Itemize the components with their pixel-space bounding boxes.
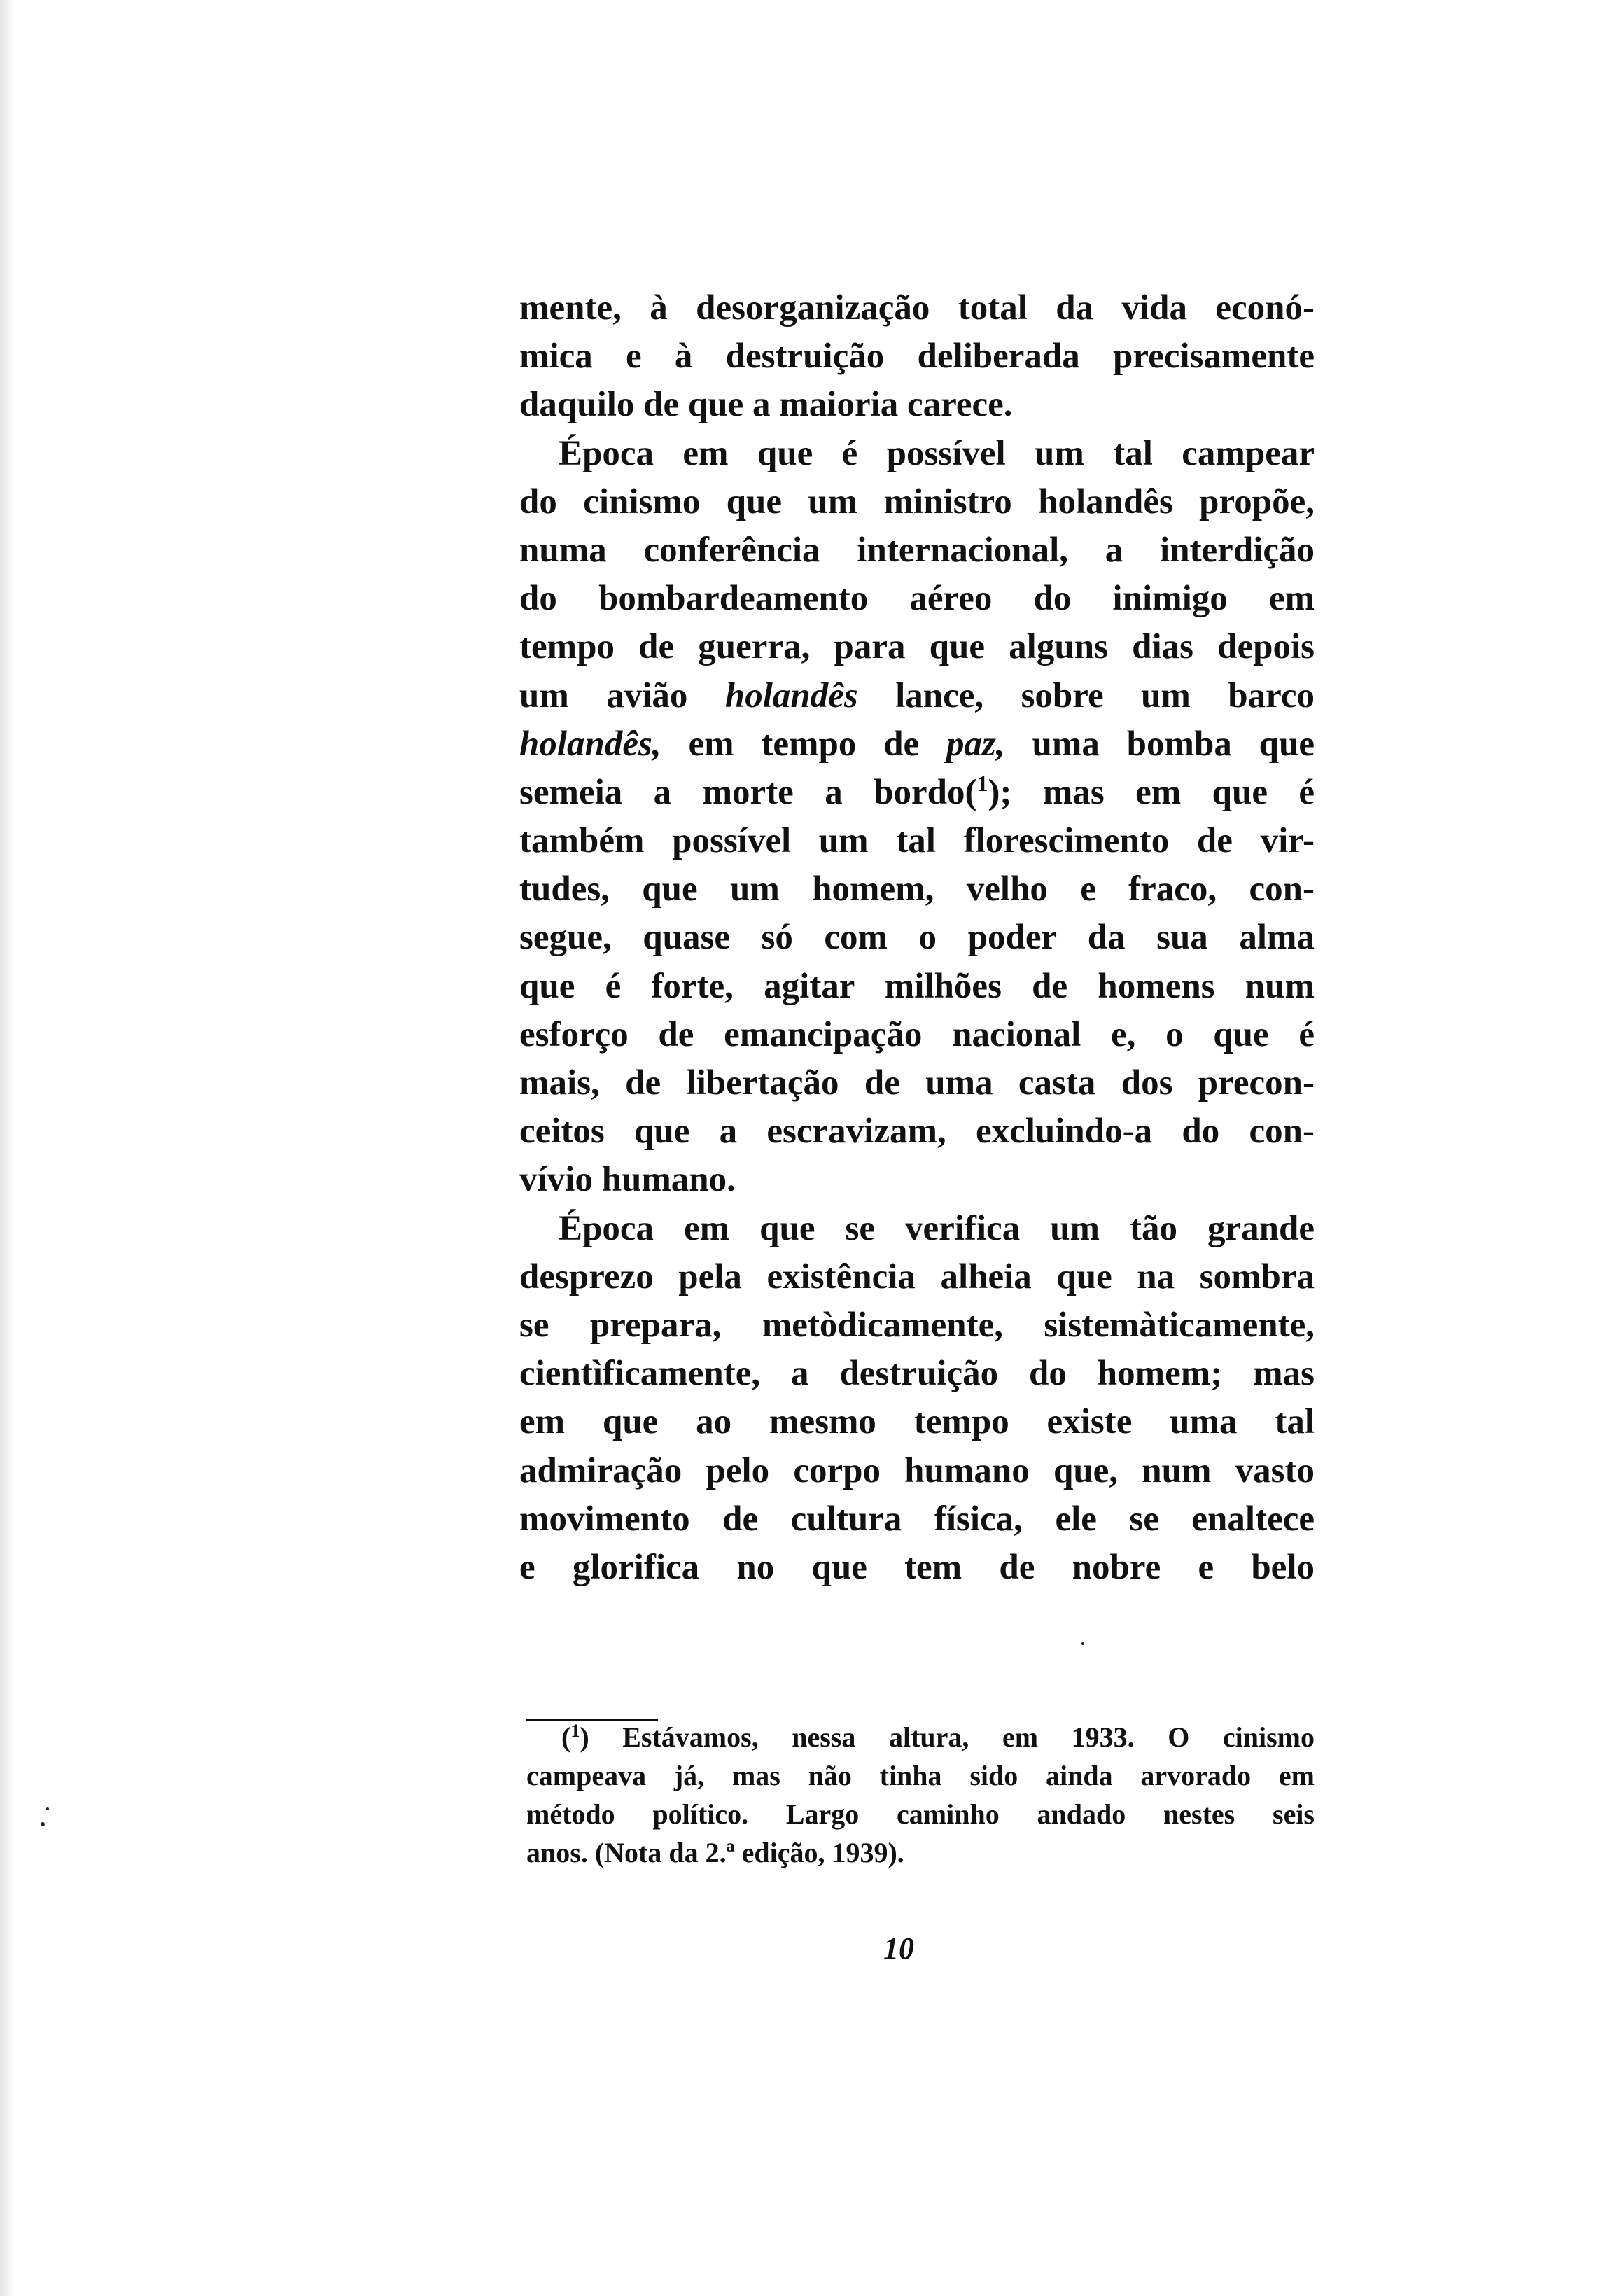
text-line: movimento de cultura física, ele se enaltece	[519, 1499, 1315, 1539]
scan-speck	[46, 1807, 49, 1810]
scan-speck	[1082, 1642, 1084, 1645]
footnote-line: campeava já, mas não tinha sido ainda arvorado em	[526, 1760, 1315, 1791]
main-text-block	[519, 284, 1315, 1592]
footnote-block	[526, 1718, 1315, 1872]
text-line: admiração pelo corpo humano que, num vasto	[519, 1450, 1315, 1490]
paragraph-start-line: Época em que é possível um tal campear	[559, 433, 1315, 473]
footnote-line: ($^1$) Estávamos, nessa altura, em 1933. O cinismo	[561, 1721, 1315, 1753]
text-line	[519, 672, 1315, 720]
text-line: tudes, que um homem, velho e fraco, con-	[519, 869, 1315, 909]
text-line: em que ao mesmo tempo existe uma tal	[519, 1402, 1315, 1442]
text-segment: lance, sobre um barco	[895, 676, 1315, 715]
text-line: desprezo pela existência alheia que na sombra	[519, 1256, 1315, 1296]
scan-speck	[41, 1822, 45, 1826]
text-line: que é forte, agitar milhões de homens num	[519, 966, 1315, 1006]
text-line: mica e à destruição deliberada precisamente	[519, 337, 1315, 377]
text-line: cientìficamente, a destruição do homem; mas	[519, 1354, 1315, 1394]
text-line	[519, 769, 1315, 817]
text-segment: um avião	[519, 676, 688, 715]
text-segment: semeia a morte a bordo(	[519, 772, 977, 812]
italic-word: paz,	[946, 724, 1005, 764]
footnote-line: anos. (Nota da 2.ª edição, 1939).	[526, 1837, 904, 1868]
text-line: esforço de emancipação nacional e, o que é	[519, 1014, 1315, 1054]
text-line: ceitos que a escravizam, excluindo-a do con-	[519, 1112, 1315, 1152]
text-line: e glorifica no que tem de nobre e belo	[519, 1547, 1315, 1587]
text-line: também possível um tal florescimento de vir-	[519, 821, 1315, 861]
scan-edge-shadow	[0, 0, 15, 2296]
text-line	[519, 720, 1315, 769]
footnote-reference: 1	[976, 770, 988, 796]
footnote-line: método político. Largo caminho andado nestes seis	[526, 1798, 1315, 1830]
text-line: segue, quase só com o poder da sua alma	[519, 918, 1315, 958]
paragraph-start-line: Época em que se verifica um tão grande	[559, 1208, 1315, 1248]
text-segment: uma bomba que	[1032, 724, 1315, 764]
text-segment: Estávamos, nessa altura, em 1933. O cinismo	[622, 1721, 1315, 1753]
text-line: vívio humano.	[519, 1160, 736, 1200]
italic-word: holandês	[724, 676, 858, 715]
text-line: mente, à desorganização total da vida econó-	[519, 288, 1315, 328]
italic-word: holandês,	[519, 724, 662, 764]
footnote-marker: 1	[570, 1721, 580, 1741]
text-line: numa conferência internacional, a interdição	[519, 530, 1315, 570]
text-line: tempo de guerra, para que alguns dias depois	[519, 627, 1315, 667]
text-line: do bombardeamento aéreo do inimigo em	[519, 579, 1315, 619]
text-line: mais, de libertação de uma casta dos precon-	[519, 1063, 1315, 1102]
page-number: 10	[883, 1931, 914, 1966]
text-segment: ); mas em que é	[988, 772, 1315, 812]
text-line: do cinismo que um ministro holandês propõe,	[519, 482, 1315, 522]
text-segment: em tempo de	[688, 724, 920, 764]
text-line: se prepara, metòdicamente, sistemàticamente,	[519, 1305, 1315, 1345]
text-line: daquilo de que a maioria carece.	[519, 385, 1013, 425]
